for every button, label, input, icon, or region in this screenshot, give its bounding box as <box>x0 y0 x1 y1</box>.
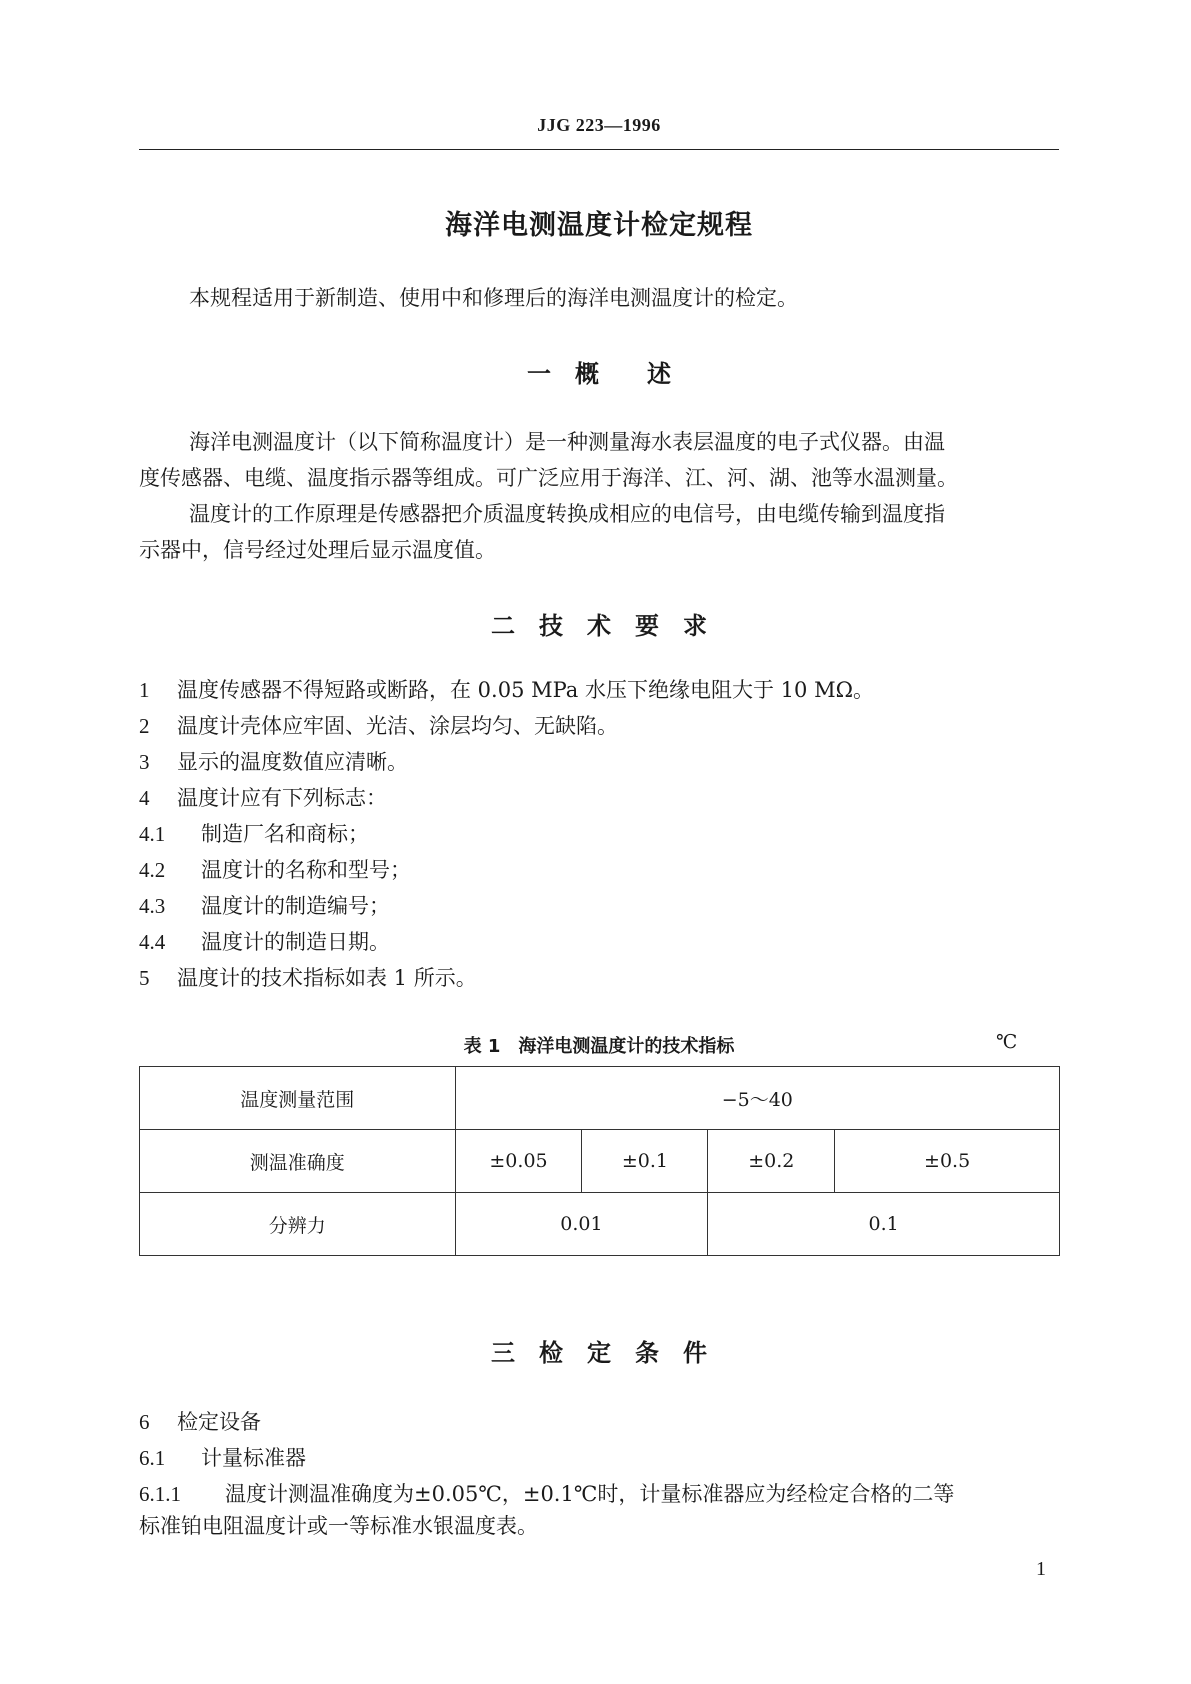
item-number: 5 <box>139 966 150 990</box>
item-number: 4.1 <box>139 822 166 846</box>
item-text: 温度计壳体应牢固、光洁、涂层均匀、无缺陷。 <box>177 714 618 738</box>
requirement-item <box>139 926 390 956</box>
table-cell: ±0.05 <box>455 1130 582 1193</box>
table-unit: ℃ <box>996 1031 1018 1053</box>
item-number: 1 <box>139 678 150 702</box>
overview-p2-line2: 示器中，信号经过处理后显示温度值。 <box>139 538 496 562</box>
requirement-item <box>139 818 369 848</box>
condition-continuation: 标准铂电阻温度计或一等标准水银温度表。 <box>139 1514 538 1538</box>
condition-item <box>139 1406 261 1436</box>
overview-p1-line1: 海洋电测温度计（以下简称温度计）是一种测量海水表层温度的电子式仪器。由温 <box>189 430 945 454</box>
condition-item <box>139 1442 306 1472</box>
table-cell: 0.1 <box>708 1193 1060 1256</box>
item-number: 4.3 <box>139 894 166 918</box>
item-text: 计量标准器 <box>201 1446 306 1470</box>
item-number: 6 <box>139 1410 150 1434</box>
section-heading-requirements: 二 技 术 要 求 <box>491 612 707 640</box>
requirement-item <box>139 962 477 992</box>
table-row <box>140 1130 1060 1193</box>
requirement-item <box>139 782 387 812</box>
overview-p2-line1: 温度计的工作原理是传感器把介质温度转换成相应的电信号，由电缆传输到温度指 <box>189 502 945 526</box>
requirement-item <box>139 746 408 776</box>
table-row <box>140 1067 1060 1130</box>
table-cell: −5～40 <box>455 1067 1059 1130</box>
requirement-item <box>139 674 874 704</box>
item-text: 制造厂名和商标； <box>201 822 369 846</box>
spec-table <box>139 1066 1060 1256</box>
item-number: 4.4 <box>139 930 166 954</box>
item-text: 温度传感器不得短路或断路，在 0.05 MPa 水压下绝缘电阻大于 10 MΩ。 <box>177 678 874 702</box>
item-text: 检定设备 <box>177 1410 261 1434</box>
intro-paragraph: 本规程适用于新制造、使用中和修理后的海洋电测温度计的检定。 <box>189 286 798 310</box>
document-code-header: JJG 223—1996 <box>537 115 661 135</box>
item-number: 3 <box>139 750 150 774</box>
table-cell-label: 测温准确度 <box>140 1130 456 1193</box>
item-number: 4.2 <box>139 858 166 882</box>
table-row <box>140 1193 1060 1256</box>
overview-p1-line2: 度传感器、电缆、温度指示器等组成。可广泛应用于海洋、江、河、湖、池等水温测量。 <box>139 466 958 490</box>
item-number: 2 <box>139 714 150 738</box>
table-cell: ±0.2 <box>708 1130 835 1193</box>
item-text: 温度计的技术指标如表 1 所示。 <box>177 966 477 990</box>
requirement-item <box>139 890 390 920</box>
item-number: 6.1 <box>139 1446 166 1470</box>
item-number: 4 <box>139 786 150 810</box>
table-cell: 0.01 <box>455 1193 708 1256</box>
condition-item <box>139 1478 954 1508</box>
table-cell-label: 温度测量范围 <box>140 1067 456 1130</box>
table-cell-label: 分辨力 <box>140 1193 456 1256</box>
item-text: 温度计的制造日期。 <box>201 930 390 954</box>
requirement-item <box>139 854 411 884</box>
item-text: 温度计应有下列标志： <box>177 786 387 810</box>
item-text: 温度计测温准确度为±0.05℃，±0.1℃时，计量标准器应为经检定合格的二等 <box>225 1482 955 1506</box>
item-text: 温度计的名称和型号； <box>201 858 411 882</box>
page-number: 1 <box>1036 1558 1046 1580</box>
item-number: 6.1.1 <box>139 1482 181 1506</box>
table-cell: ±0.1 <box>582 1130 708 1193</box>
header-rule <box>139 149 1059 150</box>
table-cell: ±0.5 <box>835 1130 1060 1193</box>
item-text: 显示的温度数值应清晰。 <box>177 750 408 774</box>
document-title: 海洋电测温度计检定规程 <box>445 210 753 241</box>
item-text: 温度计的制造编号； <box>201 894 390 918</box>
section-heading-overview: 一 概 述 <box>527 360 671 388</box>
table-caption: 表 1 海洋电测温度计的技术指标 <box>463 1036 735 1057</box>
section-heading-conditions: 三 检 定 条 件 <box>491 1339 707 1367</box>
requirement-item <box>139 710 618 740</box>
